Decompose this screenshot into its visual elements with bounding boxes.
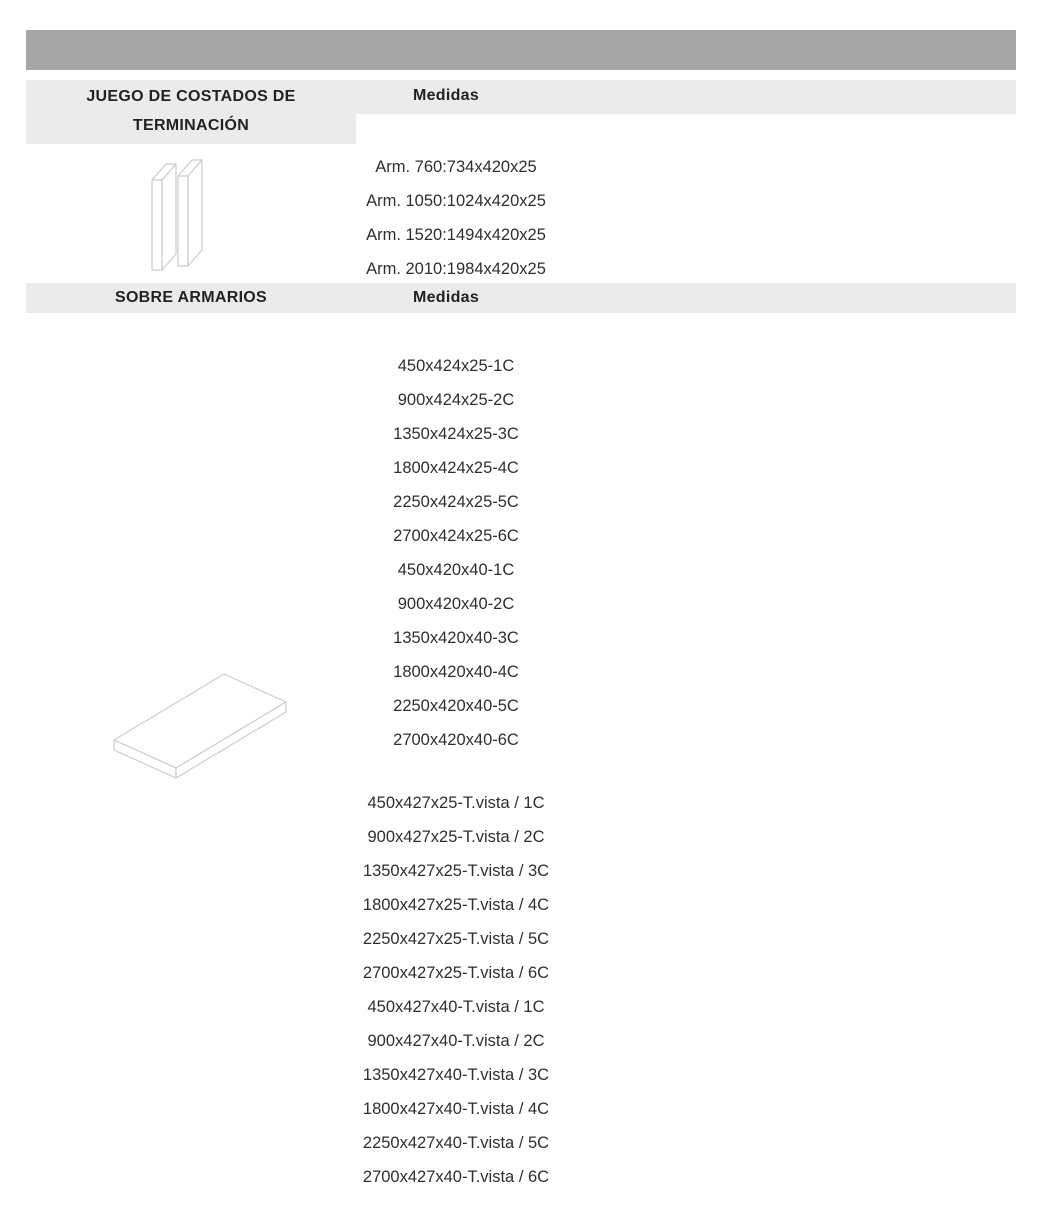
measurement-row: 450x420x40-1C <box>397 561 515 579</box>
measurement-row: Arm. 2010:1984x420x25 <box>366 260 546 278</box>
measurement-row: 450x424x25-1C <box>397 357 515 375</box>
measurement-row: Arm. 1050:1024x420x25 <box>366 192 546 210</box>
measurement-row: 900x424x25-2C <box>397 391 515 409</box>
measurement-row: 450x427x25-T.vista / 1C <box>367 794 545 812</box>
measurement-row: 2250x427x40-T.vista / 5C <box>362 1134 550 1152</box>
measurement-row: 2700x420x40-6C <box>393 731 519 749</box>
section-title-sobre-armarios: SOBRE ARMARIOS <box>114 289 268 306</box>
measurement-row: 1800x427x25-T.vista / 4C <box>362 896 550 914</box>
measurement-row: 1350x424x25-3C <box>393 425 519 443</box>
measurement-row: 1800x427x40-T.vista / 4C <box>362 1100 550 1118</box>
measurement-row: 1350x427x25-T.vista / 3C <box>362 862 550 880</box>
section-title-costados: JUEGO DE COSTADOS DE TERMINACIÓN <box>86 88 296 134</box>
measurement-row: 450x427x40-T.vista / 1C <box>367 998 545 1016</box>
measurement-row: Arm. 760:734x420x25 <box>375 158 537 176</box>
measurement-row: 900x427x40-T.vista / 2C <box>367 1032 545 1050</box>
measurement-row: 2250x420x40-5C <box>393 697 519 715</box>
measurement-row: 1350x427x40-T.vista / 3C <box>362 1066 550 1084</box>
measurement-row: 2250x424x25-5C <box>393 493 519 511</box>
measurement-row: 1800x420x40-4C <box>393 663 519 681</box>
measurement-row: 2700x427x40-T.vista / 6C <box>362 1168 550 1186</box>
measurement-list-costados <box>241 150 671 286</box>
section-header-spacer <box>356 114 1016 144</box>
measurement-row: Arm. 1520:1494x420x25 <box>366 226 546 244</box>
measurement-row: 900x420x40-2C <box>397 595 515 613</box>
measurement-row: 1800x424x25-4C <box>393 459 519 477</box>
column-header-medidas-costados: Medidas <box>412 87 480 104</box>
top-banner <box>26 30 1016 70</box>
column-header-medidas-sobre-armarios: Medidas <box>412 289 480 306</box>
measurement-row: 2700x424x25-6C <box>393 527 519 545</box>
measurement-list-sobre-armarios-2 <box>241 786 671 1194</box>
measurement-row: 900x427x25-T.vista / 2C <box>367 828 545 846</box>
measurement-row: 2250x427x25-T.vista / 5C <box>362 930 550 948</box>
measurement-list-sobre-armarios-1 <box>241 349 671 757</box>
measurement-row: 2700x427x25-T.vista / 6C <box>362 964 550 982</box>
measurement-row: 1350x420x40-3C <box>393 629 519 647</box>
